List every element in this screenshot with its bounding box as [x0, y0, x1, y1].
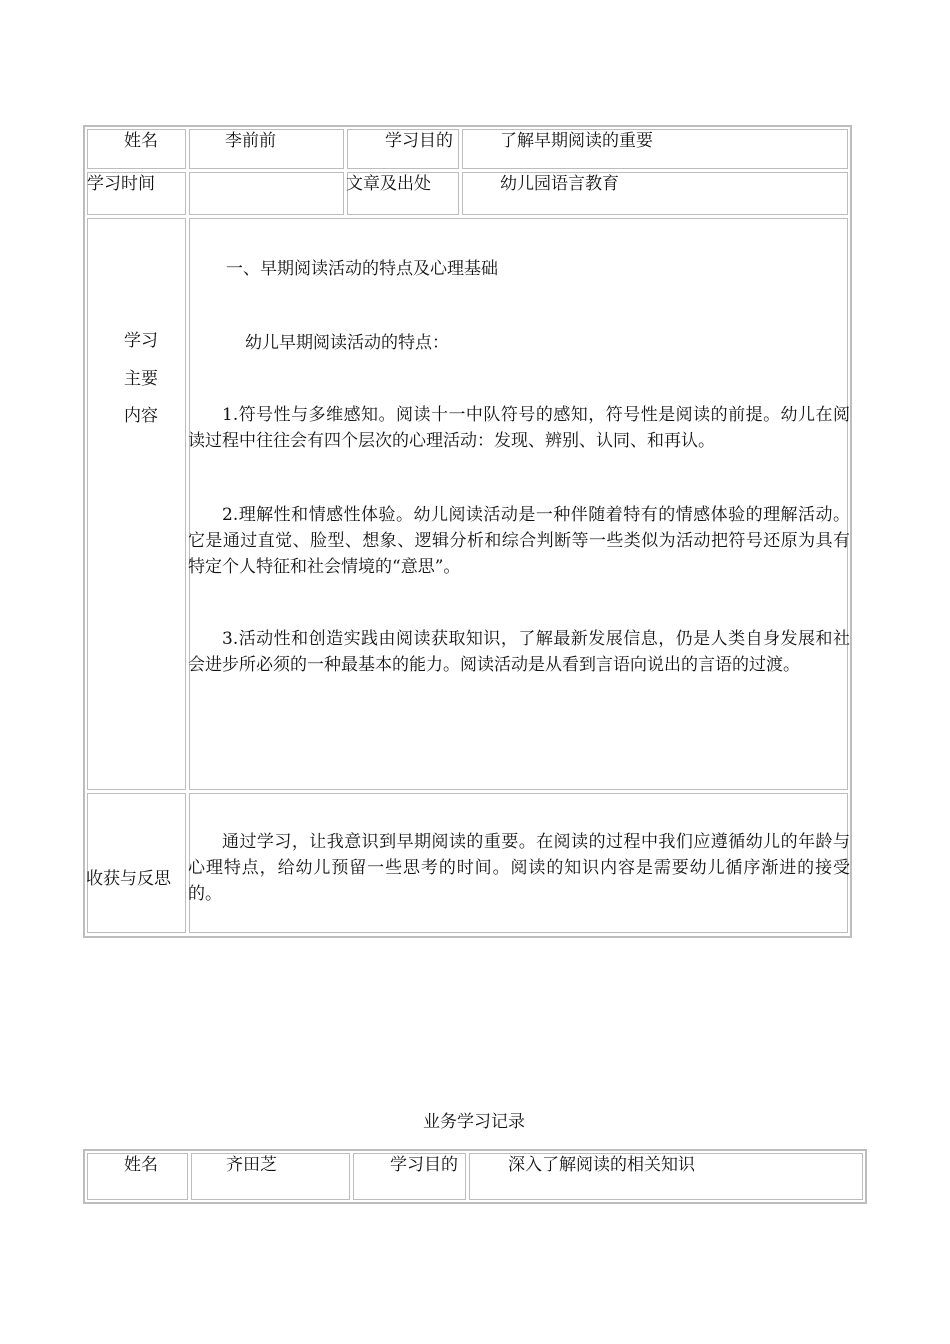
reflection-label: 收获与反思	[86, 869, 171, 889]
content-label-line-2: 主要	[124, 369, 158, 389]
goal-value: 了解早期阅读的重要	[500, 131, 653, 151]
source-label: 文章及出处	[346, 174, 431, 194]
content-paragraph-2: 2.理解性和情感性体验。幼儿阅读活动是一种伴随着特有的情感体验的理解活动。它是通过直觉、脸型、想象、逻辑分析和综合判断等一些类似为活动把符号还原为具有特定个人特征和社会情境的“意思”。	[188, 505, 850, 577]
content-label-cell	[87, 218, 186, 790]
time-label: 学习时间	[87, 174, 155, 194]
name-value: 李前前	[225, 131, 276, 151]
content-subheading: 幼儿早期阅读活动的特点：	[245, 333, 449, 353]
source-value: 幼儿园语言教育	[500, 174, 619, 194]
goal-label: 学习目的	[385, 131, 453, 151]
content-heading: 一、早期阅读活动的特点及心理基础	[226, 259, 498, 279]
t2-goal-label: 学习目的	[390, 1155, 458, 1175]
content-label-line-3: 内容	[124, 406, 158, 426]
t2-name-value: 齐田芝	[226, 1155, 277, 1175]
reflection-text: 通过学习，让我意识到早期阅读的重要。在阅读的过程中我们应遵循幼儿的年龄与心理特点，给幼儿预留一些思考的时间。阅读的知识内容是需要幼儿循序渐进的接受的。	[188, 832, 850, 904]
content-label-line-1: 学习	[124, 331, 158, 351]
reflection-label-cell	[87, 793, 186, 933]
section-title: 业务学习记录	[423, 1112, 525, 1132]
study-record-table-2	[83, 1149, 867, 1204]
time-value-cell	[189, 172, 344, 215]
t2-goal-value: 深入了解阅读的相关知识	[508, 1155, 695, 1175]
content-paragraph-3: 3.活动性和创造实践由阅读获取知识，了解最新发展信息，仍是人类自身发展和社会进步所必须的一种最基本的能力。阅读活动是从看到言语向说出的言语的过渡。	[188, 629, 850, 675]
name-label: 姓名	[124, 131, 158, 151]
t2-name-label: 姓名	[124, 1155, 158, 1175]
content-paragraph-1: 1.符号性与多维感知。阅读十一中队符号的感知，符号性是阅读的前提。幼儿在阅读过程中往往会有四个层次的心理活动：发现、辨别、认同、和再认。	[188, 405, 850, 451]
